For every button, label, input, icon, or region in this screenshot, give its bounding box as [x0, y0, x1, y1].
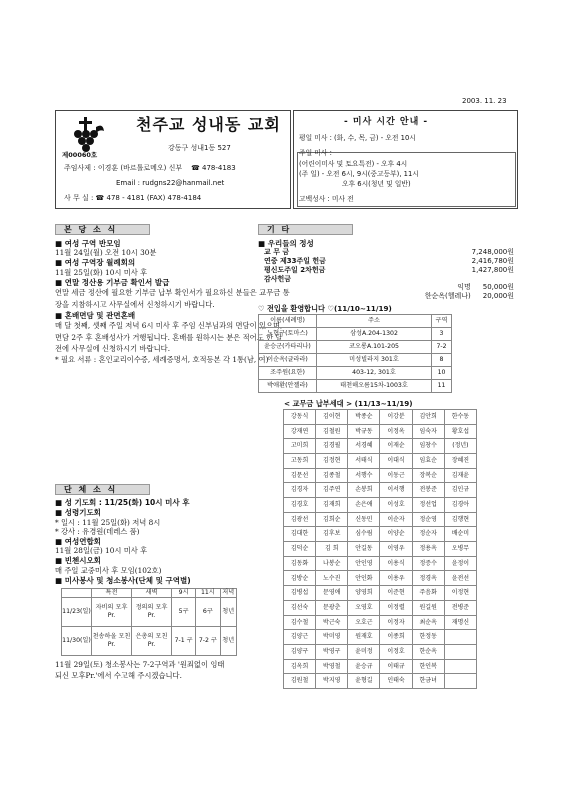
donor-cell: 김종철	[316, 468, 348, 483]
welcome-row	[259, 366, 452, 379]
offering-row	[264, 283, 514, 292]
donor-cell: 정증수	[412, 556, 444, 571]
donor-cell	[444, 630, 476, 645]
grape-cross-logo-icon	[66, 117, 106, 153]
group-item-line: 매 주일 교중미사 후 모임(102호)	[55, 565, 162, 575]
donor-row	[284, 527, 477, 542]
donor-cell: 문광춘	[316, 600, 348, 615]
donor-row	[284, 498, 477, 513]
offering-row	[264, 248, 514, 257]
welcome-title: ♡ 전입을 환영합니다 ♡(11/10~11/19)	[258, 303, 392, 313]
news-item-note: * 필요 서류 : 혼인교리이수증, 세례증명서, 호적등본 각 1통(남, 여)	[55, 355, 269, 365]
table-cell: 7-1 구	[172, 627, 196, 656]
donor-cell: 노수진	[316, 571, 348, 586]
welcome-cell: 노현구(토마스)	[259, 327, 317, 340]
group-item-line: 11월 28일(금) 10시 미사 후	[55, 546, 148, 556]
welcome-head-cell: 주소	[317, 314, 432, 327]
donor-row	[284, 586, 477, 601]
donor-cell: 인태숙	[380, 674, 412, 689]
donor-cell: 전병준	[444, 600, 476, 615]
welcome-cell: 미성빌라지 301호	[317, 353, 432, 366]
donor-cell: 임숙자	[412, 424, 444, 439]
table-head-cell: 저녁	[220, 589, 237, 598]
donor-cell: 서태식	[348, 453, 380, 468]
table-row	[62, 627, 237, 656]
donor-cell: 김원철	[284, 674, 316, 689]
offering-label: 익명	[457, 283, 471, 292]
donor-cell: 박규동	[348, 424, 380, 439]
donor-cell: 김인규	[444, 483, 476, 498]
donor-cell: 서경혜	[348, 439, 380, 454]
donor-row	[284, 571, 477, 586]
donor-cell: 오병무	[444, 542, 476, 557]
donor-cell: 김정현	[316, 453, 348, 468]
donor-cell: 강동식	[284, 409, 316, 424]
donor-cell: 김양근	[284, 630, 316, 645]
donor-row	[284, 659, 477, 674]
offering-row	[264, 292, 514, 301]
donor-cell: 원길원	[412, 600, 444, 615]
donor-cell: 임창수	[412, 439, 444, 454]
offering-row	[264, 275, 514, 284]
church-header	[55, 110, 291, 209]
donor-row	[284, 600, 477, 615]
office-contact: 사 무 실 : ☎ 478 - 4181 (FAX) 478-4184	[64, 194, 202, 202]
donor-cell: 김옥희	[284, 659, 316, 674]
offering-row	[264, 257, 514, 266]
donor-cell: 이성호	[380, 498, 412, 513]
confession-time: 고백성사 : 미사 전	[299, 195, 354, 203]
donor-cell: 한정동	[412, 630, 444, 645]
welcome-cell: 박애환(안젤라)	[259, 379, 317, 392]
donor-cell: 신동민	[348, 512, 380, 527]
welcome-row	[259, 353, 452, 366]
table-cell: 은총의 모친Pr.	[132, 627, 172, 656]
donor-cell: 최순옥	[412, 615, 444, 630]
donor-cell: 김 희	[316, 542, 348, 557]
group-news-header: 단 체 소 식	[55, 484, 150, 495]
donor-cell: 이양순	[380, 527, 412, 542]
misc-section	[258, 224, 520, 689]
offering-label: 한순옥(헬레나)	[424, 292, 471, 301]
donor-cell: 이강분	[380, 409, 412, 424]
offering-label: 연중 제33주일 헌금	[264, 257, 326, 266]
offering-label: 평신도주일 2차헌금	[264, 265, 326, 274]
donor-row	[284, 409, 477, 424]
welcome-cell: 10	[432, 366, 452, 379]
church-title: 천주교 성내동 교회	[136, 115, 281, 134]
sunday-mass-2: (주 일) - 오전 6시, 9시(중고등부), 11시	[299, 170, 419, 178]
donor-row	[284, 542, 477, 557]
donor-cell: 김문선	[284, 468, 316, 483]
group-item-title: ■ 미사봉사 및 청소봉사(단체 및 구역별)	[55, 576, 291, 585]
donor-cell: 김광선	[284, 512, 316, 527]
offering-title: ■ 우리들의 정성	[258, 239, 520, 248]
donor-cell: 김이현	[316, 409, 348, 424]
donor-cell: 박영구	[316, 644, 348, 659]
donor-cell: 고미희	[284, 439, 316, 454]
donor-cell: 이대식	[380, 453, 412, 468]
donor-cell: 이정옥	[380, 424, 412, 439]
table-row	[62, 598, 237, 627]
donor-cell: 박미영	[316, 630, 348, 645]
parish-news-header: 본 당 소 식	[55, 224, 150, 235]
donor-cell: 김주연	[316, 483, 348, 498]
donor-cell: 정순영	[412, 512, 444, 527]
cleaning-note: 11월 29일(토) 청소봉사는 7-2구역과 '원죄없이 잉태되신 모후Pr.'에서 수고해 주시겠습니다.	[55, 660, 225, 680]
donor-cell: 김재윤	[444, 468, 476, 483]
pastor-name: 주임사제 : 이경훈 (바르톨로메오) 신부	[64, 164, 183, 172]
donor-cell: 한인복	[412, 659, 444, 674]
group-news	[55, 484, 291, 682]
welcome-cell: 8	[432, 353, 452, 366]
pastor-phone: ☎ 478-4183	[191, 164, 236, 172]
donor-cell: 이정자	[380, 615, 412, 630]
donor-cell: 한수동	[444, 409, 476, 424]
group-item-title: ■ 성령기도회	[55, 508, 291, 517]
donor-cell: 윤미정	[348, 644, 380, 659]
donor-cell: 이영우	[380, 542, 412, 557]
weekday-mass: 평일 미사 : (화, 수, 목, 금) - 오전 10시	[299, 134, 416, 142]
donor-cell: 오영호	[348, 600, 380, 615]
donor-cell: 이정렬	[380, 600, 412, 615]
offering-label: 감사헌금	[264, 274, 292, 283]
welcome-cell: 윤승군(카타리나)	[259, 340, 317, 353]
donor-cell: 김후보	[316, 527, 348, 542]
donor-row	[284, 468, 477, 483]
group-item-title: ■ 성 기도회 : 11/25(화) 10시 미사 후	[55, 498, 291, 507]
table-cell-date: 11/30(일)	[62, 627, 92, 656]
donor-cell: 박근숙	[316, 615, 348, 630]
donor-cell: 김경자	[284, 483, 316, 498]
offering-label: 교 무 금	[264, 248, 290, 257]
welcome-cell: 11	[432, 379, 452, 392]
donors-title: < 교무금 납부세대 > (11/13~11/19)	[284, 398, 413, 408]
news-item-body: 11월 24일(월) 오전 10시 30분	[55, 248, 157, 258]
group-item-title: ■ 여성연합회	[55, 537, 291, 546]
donor-row	[284, 556, 477, 571]
offering-value: 2,416,780원	[471, 257, 514, 266]
donor-cell	[444, 659, 476, 674]
donor-cell: 한순옥	[412, 644, 444, 659]
donor-cell: 손봉희	[348, 483, 380, 498]
empty-head-cell	[62, 589, 92, 598]
donor-row	[284, 630, 477, 645]
donor-cell: 이정현	[444, 586, 476, 601]
welcome-head	[259, 314, 452, 327]
donor-cell: 이순자	[380, 512, 412, 527]
donor-cell: 김철원	[316, 424, 348, 439]
donor-cell: 배순미	[444, 527, 476, 542]
pastor-info	[64, 164, 236, 173]
donor-row	[284, 512, 477, 527]
donor-cell: 심수림	[348, 527, 380, 542]
service-table-head	[62, 589, 237, 598]
donor-cell: 재명신	[444, 615, 476, 630]
donor-cell: 장혜진	[444, 453, 476, 468]
donor-cell: 이재순	[380, 439, 412, 454]
donor-cell: 손은애	[348, 498, 380, 513]
donor-row	[284, 644, 477, 659]
donor-cell: 김선숙	[284, 600, 316, 615]
donor-cell: 주음화	[412, 586, 444, 601]
table-cell: 청년	[220, 627, 237, 656]
group-item-line: * 강사 : 유경원(데레스 품)	[55, 526, 140, 536]
donor-row	[284, 453, 477, 468]
donor-cell: 김덕순	[284, 542, 316, 557]
donor-row	[284, 674, 477, 689]
donor-cell: 이용식	[380, 556, 412, 571]
welcome-head-cell: 이름(세례명)	[259, 314, 317, 327]
news-item-body: 연말 세금 정산에 필요한 기부금 납부 확인서가 필요하신 분들은 교무금 통장을 지참하시고 사무실에서 신청하시기 바랍니다.	[55, 288, 290, 309]
donor-cell: 김경호	[284, 498, 316, 513]
table-head-cell: 11시	[196, 589, 220, 598]
donor-row	[284, 483, 477, 498]
table-cell-date: 11/23(일)	[62, 598, 92, 627]
news-item-title: ■ 여성 구역장 월례회의	[55, 258, 291, 267]
news-item-title: ■ 여성 구역 반모임	[55, 239, 291, 248]
welcome-cell: 403-12, 301호	[317, 366, 432, 379]
donor-cell: 김수철	[284, 615, 316, 630]
donor-cell: 정용옥	[412, 542, 444, 557]
donor-cell: 이서행	[380, 483, 412, 498]
welcome-cell: 삼성A.204-1302	[317, 327, 432, 340]
misc-header: 기 타	[258, 224, 353, 235]
service-table	[61, 588, 237, 656]
donor-cell: 김희순	[316, 512, 348, 527]
welcome-cell: 7-2	[432, 340, 452, 353]
group-item-line: * 일시 : 11월 25일(화) 저녁 8시	[55, 517, 161, 527]
registration-number: 제00060호	[62, 151, 98, 159]
donor-cell: 황호섭	[444, 424, 476, 439]
donor-cell: 박영철	[316, 659, 348, 674]
sunday-mass-label: 주일 미사 :	[299, 149, 332, 157]
donor-cell: 김방순	[284, 571, 316, 586]
table-cell: 정의의 모후Pr.	[132, 598, 172, 627]
offering-row	[264, 266, 514, 275]
news-item-body: 11월 25일(화) 10시 미사 후	[55, 267, 148, 277]
welcome-head-cell: 구역	[432, 314, 452, 327]
donor-cell: (정년)	[444, 439, 476, 454]
donor-cell: 문영애	[316, 586, 348, 601]
offering-value: 20,000원	[482, 292, 514, 301]
table-cell: 5구	[172, 598, 196, 627]
table-head-cell: 새벽	[132, 589, 172, 598]
welcome-cell: 태천해오름15차-1003호	[317, 379, 432, 392]
donor-cell: 이준현	[380, 586, 412, 601]
donor-cell: 김병섭	[284, 586, 316, 601]
donors-table	[283, 409, 477, 689]
donor-cell: 이용우	[380, 571, 412, 586]
donor-cell: 윤전선	[444, 571, 476, 586]
donor-cell: 오호근	[348, 615, 380, 630]
donor-cell: 김대한	[284, 527, 316, 542]
welcome-row	[259, 327, 452, 340]
church-address: 강동구 성내1동 527	[168, 144, 231, 152]
donor-cell: 정경옥	[412, 571, 444, 586]
table-head-cell: 특전	[92, 589, 132, 598]
donor-cell: 정선업	[412, 498, 444, 513]
news-item-title: ■ 혼배면담 및 관면혼배	[55, 311, 291, 320]
donor-cell: 김재희	[316, 498, 348, 513]
donor-cell: 원재호	[348, 630, 380, 645]
donor-cell: 김안희	[412, 409, 444, 424]
donor-cell: 박지영	[316, 674, 348, 689]
donor-cell: 임효순	[412, 453, 444, 468]
donor-cell: 윤정이	[444, 556, 476, 571]
donor-cell: 강재연	[284, 424, 316, 439]
mass-times-title: - 미사 시간 안내 -	[344, 117, 429, 127]
table-cell: 7-2 구	[196, 627, 220, 656]
church-email: Email : rudgns22@hanmail.net	[116, 179, 225, 187]
table-head-cell: 9시	[172, 589, 196, 598]
offering-value: 7,248,000원	[471, 248, 514, 257]
offering-value: 1,427,800원	[471, 265, 514, 274]
sunday-mass-1: (어린이미사 및 토요특전) - 오후 4시	[299, 160, 408, 168]
donor-cell: 안길동	[348, 542, 380, 557]
donor-cell: 안인영	[348, 556, 380, 571]
donor-cell: 김경아	[444, 498, 476, 513]
donor-cell: 이종희	[380, 630, 412, 645]
news-item-title: ■ 연말 정산용 기부금 확인서 발급	[55, 278, 291, 287]
donor-cell: 이태규	[380, 659, 412, 674]
donor-cell: 윤승규	[348, 659, 380, 674]
donor-cell: 김행현	[444, 512, 476, 527]
welcome-cell: 코오롱A.101-205	[317, 340, 432, 353]
donor-cell: 한금녀	[412, 674, 444, 689]
donor-cell: 박종순	[348, 409, 380, 424]
donor-cell: 양영희	[348, 586, 380, 601]
donor-cell: 윤형길	[348, 674, 380, 689]
donor-cell: 이정호	[380, 644, 412, 659]
donor-cell: 서행수	[348, 468, 380, 483]
table-cell: 자비의 모후Pr.	[92, 598, 132, 627]
donor-cell: 김경필	[316, 439, 348, 454]
news-item-body: 매 달 첫째, 셋째 주일 저녁 6시 미사 후 주임 신부님과의 면담이 있으며, 면담 2주 후 혼배성사가 거행됩니다. 혼배를 원하시는 분은 적어도 한 달 전에 사무실에 신청하시기 바랍니다.	[55, 321, 283, 353]
donor-row	[284, 439, 477, 454]
donor-cell: 김동화	[284, 556, 316, 571]
donor-cell: 정순자	[412, 527, 444, 542]
welcome-cell: 3	[432, 327, 452, 340]
group-item-title: ■ 빈첸시오회	[55, 556, 291, 565]
donor-row	[284, 615, 477, 630]
welcome-row	[259, 379, 452, 392]
donor-cell: 전봉준	[412, 483, 444, 498]
welcome-table	[258, 314, 452, 393]
table-cell: 6구	[196, 598, 220, 627]
bulletin-date: 2003. 11. 23	[462, 97, 507, 105]
table-cell: 청년	[220, 598, 237, 627]
donor-cell	[444, 644, 476, 659]
donor-cell	[444, 674, 476, 689]
welcome-cell: 조주원(요한)	[259, 366, 317, 379]
table-cell: 천송하올 모친Pr.	[92, 627, 132, 656]
donor-cell: 나봉순	[316, 556, 348, 571]
mass-times-box	[293, 110, 518, 209]
donor-cell: 이동근	[380, 468, 412, 483]
donor-cell: 고동희	[284, 453, 316, 468]
donor-row	[284, 424, 477, 439]
welcome-cell: 이순옥(글라라)	[259, 353, 317, 366]
donor-cell: 장복순	[412, 468, 444, 483]
offering-value: 50,000원	[482, 283, 514, 292]
donor-cell: 김양구	[284, 644, 316, 659]
parish-news	[55, 224, 291, 366]
welcome-row	[259, 340, 452, 353]
sunday-mass-3: 오후 6시(청년 및 일반)	[342, 180, 411, 188]
donor-cell: 안인화	[348, 571, 380, 586]
